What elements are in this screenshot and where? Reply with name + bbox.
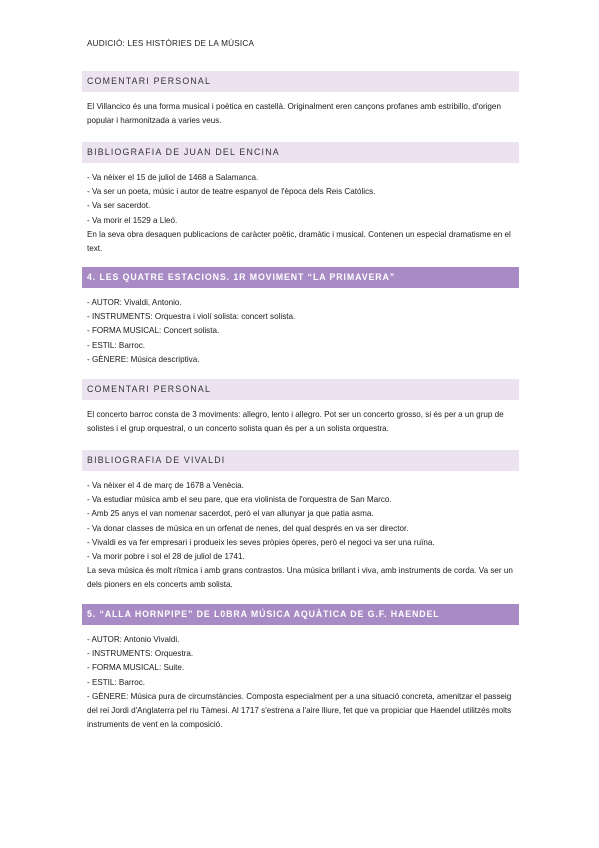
section-heading: 5. “ALLA HORNPIPE” DE L0BRA MÚSICA AQUÀTICA DE G.F. HAENDEL xyxy=(82,604,519,625)
section-heading: 4. LES QUATRE ESTACIONS. 1R MOVIMENT “LA PRIMAVERA” xyxy=(82,267,519,288)
section-bibliografia-juan-del-encina xyxy=(82,142,519,256)
list-item: - INSTRUMENTS: Orquestra. xyxy=(87,649,194,659)
section-comentari-personal-2 xyxy=(82,379,519,436)
section-heading: BIBLIOGRAFIA DE JUAN DEL ENCINA xyxy=(82,142,519,163)
section-alla-hornpipe xyxy=(82,604,519,732)
section-body xyxy=(82,100,519,128)
list-item: - Va estudiar música amb el seu pare, que era violinista de l'orquestra de San Marco. xyxy=(87,495,392,505)
paragraph: En la seva obra desaquen publicacions de caràcter poètic, dramàtic i musical. Contenen un especial dramatisme en el text. xyxy=(87,229,511,254)
list-item: - AUTOR: Antonio Vivaldi. xyxy=(87,635,180,644)
list-item: - Va donar classes de música en un orfenat de nenes, del qual després en va ser director. xyxy=(87,523,409,533)
list-item: - INSTRUMENTS: Orquestra i violí solista: concert solista. xyxy=(87,312,296,322)
list-item: - Va morir el 1529 a Lleó. xyxy=(87,215,178,225)
section-body xyxy=(82,171,519,256)
paragraph: La seva música és molt rítmica i amb grans contrastos. Una música brillant i viva, amb instruments de corda. Va ser un dels pioners en els concerts amb solista. xyxy=(87,566,513,590)
list-item: - Va nèixer el 15 de juliol de 1468 a Salamanca. xyxy=(87,173,259,182)
list-item: - Va ser sacerdot. xyxy=(87,201,151,211)
section-heading: COMENTARI PERSONAL xyxy=(82,71,519,92)
list-item: - ESTIL: Barroc. xyxy=(87,340,146,350)
paragraph: - GÈNERE: Música pura de circumstàncies. Composta especialment per a una situació concreta, amenitzar el passeig del rei Jordi d'Anglaterra pel riu Tàmesi. Al 1717 s'estrena a l'aire lliure, fet que va propiciar que Haendel utilitzés molts instruments de vent en la composició. xyxy=(87,691,512,730)
list-item: - Va ser un poeta, músic i autor de teatre espanyol de l'època dels Reis Católics. xyxy=(87,187,376,197)
list-item: - GÈNERE: Música descriptiva. xyxy=(87,354,200,364)
section-body xyxy=(82,296,519,367)
list-item: - Va morir pobre i sol el 28 de juliol de 1741. xyxy=(87,552,245,562)
section-heading: COMENTARI PERSONAL xyxy=(82,379,519,400)
list-item: - Va nèixer el 4 de març de 1678 a Venècia. xyxy=(87,481,244,490)
list-item: - Vivaldi es va fer empresari i produeix les seves pròpies òperes, però el negoci va ser una ruïna. xyxy=(87,537,435,547)
section-heading: BIBLIOGRAFIA DE VIVALDI xyxy=(82,450,519,471)
section-body xyxy=(82,479,519,593)
paragraph: El Villancico és una forma musical i poètica en castellà. Originalment eren cançons profanes amb estribillo, d'origen popular i harmonitzada a varies veus. xyxy=(87,102,501,126)
paragraph: El concerto barroc consta de 3 moviments: allegro, lento i allegro. Pot ser un concerto grosso, si és per a un grup de solistes i el grup orquestral, o un concerto solista quan és per a un solista orquestra. xyxy=(87,410,504,434)
section-quatre-estacions xyxy=(82,267,519,367)
list-item: - FORMA MUSICAL: Suite. xyxy=(87,663,185,673)
section-bibliografia-vivaldi xyxy=(82,450,519,593)
list-item: - Amb 25 anys el van nomenar sacerdot, però el van allunyar ja que patia asma. xyxy=(87,509,374,519)
section-body xyxy=(82,633,519,732)
list-item: - FORMA MUSICAL: Concert solista. xyxy=(87,326,220,336)
list-item: - AUTOR: Vivaldi, Antonio. xyxy=(87,298,182,307)
section-body xyxy=(82,408,519,436)
document-header: AUDICIÓ: LES HISTÒRIES DE LA MÚSICA xyxy=(87,39,255,48)
list-item: - ESTIL: Barroc. xyxy=(87,677,146,687)
section-comentari-personal-1 xyxy=(82,71,519,128)
